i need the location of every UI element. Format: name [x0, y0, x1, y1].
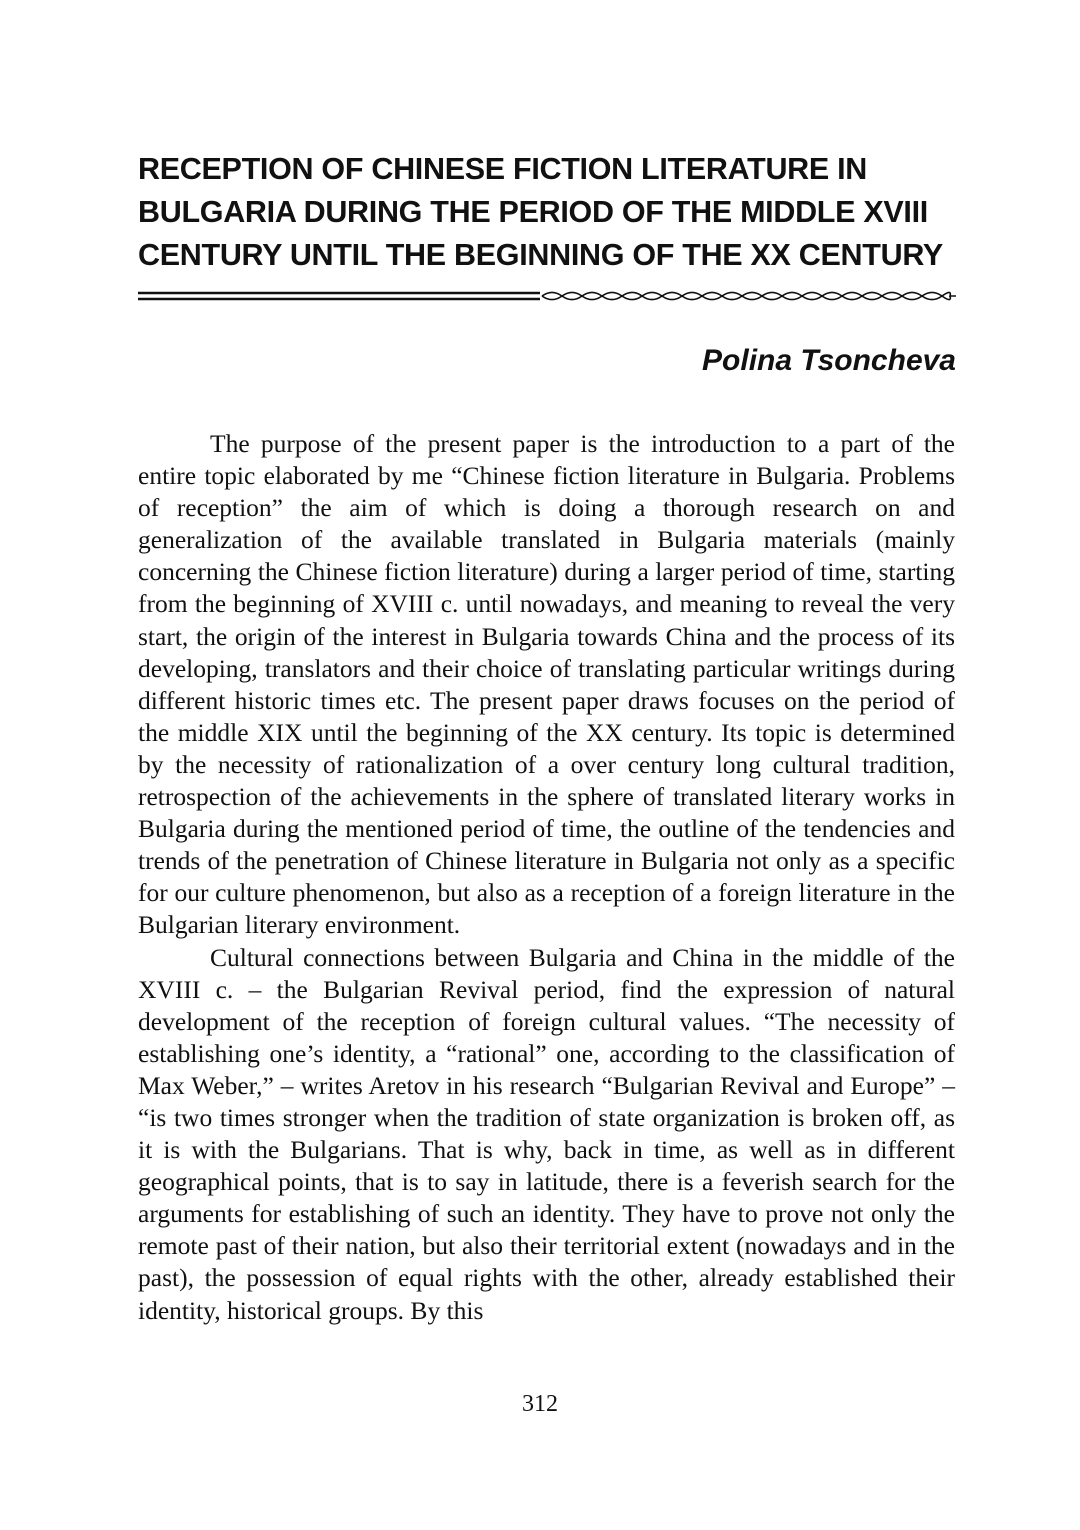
paper-title	[138, 148, 958, 277]
title-divider-ornament	[138, 284, 958, 308]
author-name: Polina Tsoncheva	[702, 344, 956, 377]
title-line: RECEPTION OF CHINESE FICTION LITERATURE IN	[138, 152, 868, 186]
title-line: CENTURY UNTIL THE BEGINNING OF THE XX CENTURY	[138, 238, 943, 272]
body-text	[138, 428, 955, 1327]
body-paragraph: The purpose of the present paper is the introduction to a part of the entire topic elaborated by me “Chinese fiction literature in Bulgaria. Problems of reception” the aim of which is doing a thorough research on and generalization of the available translated in Bulgaria materials (mainly concerning the Chinese fiction literature) during a larger period of time, starting from the beginning of XVIII c. until nowadays, and meaning to reveal the very start, the origin of the interest in Bulgaria towards China and the process of its developing, translators and their choice of translating particular writings during different historic times etc. The present paper draws focuses on the period of the middle XIX until the beginning of the XX century. Its topic is determined by the necessity of rationalization of a over century long cultural tradition, retrospection of the achievements in the sphere of translated literary works in Bulgaria during the mentioned period of time, the outline of the tendencies and trends of the penetration of Chinese literature in Bulgaria not only as a specific for our culture phenomenon, but also as a reception of a foreign literature in the Bulgarian literary environment.	[138, 429, 955, 940]
page-number: 312	[522, 1391, 558, 1417]
title-line: BULGARIA DURING THE PERIOD OF THE MIDDLE XVIII	[138, 195, 928, 229]
body-paragraph: Cultural connections between Bulgaria and China in the middle of the XVIII c. – the Bulgarian Revival period, find the expression of natural development of the reception of foreign cultural values. “The necessity of establishing one’s identity, a “rational” one, according to the classification of Max Weber,” – writes Aretov in his research “Bulgarian Revival and Europe” – “is two times stronger when the tradition of state organization is broken off, as it is with the Bulgarians. That is why, back in time, as well as in different geographical points, that is to say in latitude, there is a feverish search for the arguments for establishing of such an identity. They have to prove not only the remote past of their nation, but also their territorial extent (nowadays and in the past), the possession of equal rights with the other, already established their identity, historical groups. By this	[138, 942, 955, 1325]
